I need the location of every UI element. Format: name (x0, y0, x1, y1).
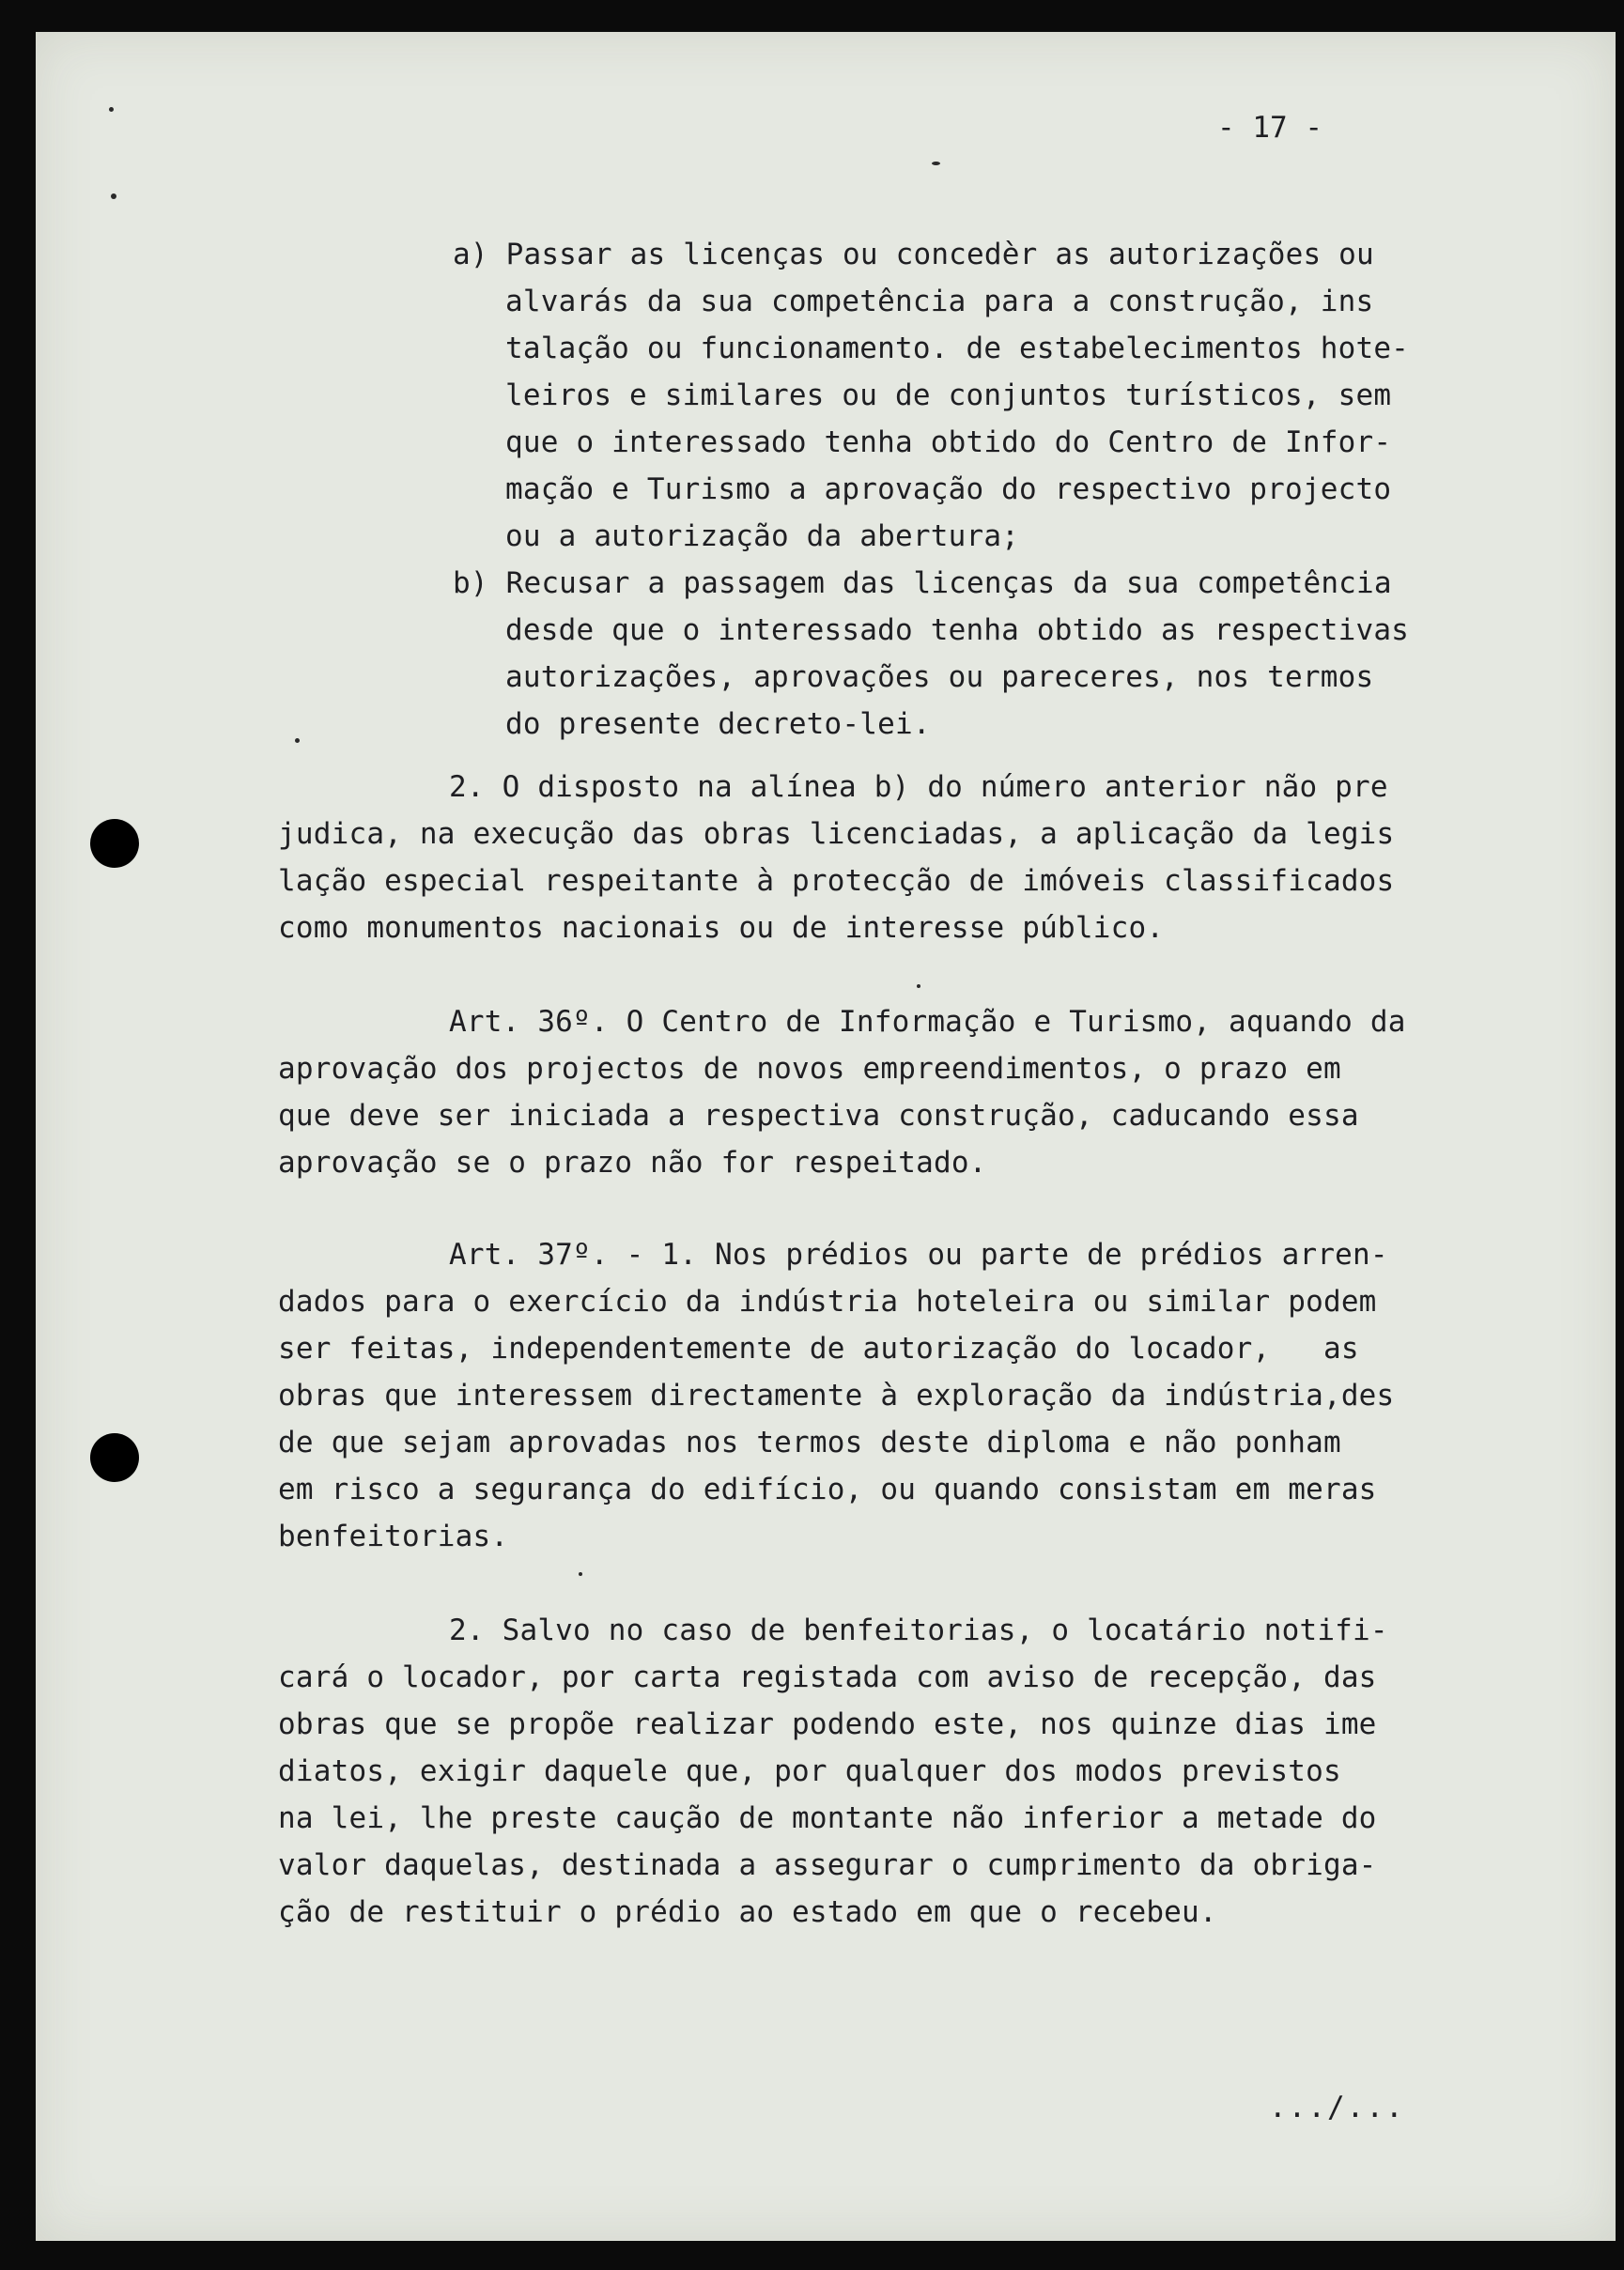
punch-hole-top (90, 819, 139, 868)
article-37-1-line-6: em risco a segurança do edifício, ou quando consistam em meras (278, 1473, 1377, 1506)
article-37-2-line-7: ção de restituir o prédio ao estado em que o recebeu. (278, 1895, 1217, 1929)
item-a-line-1: a) Passar as licenças ou concedèr as autorizações ou (453, 238, 1374, 271)
article-36-line-4: aprovação se o prazo não for respeitado. (278, 1146, 987, 1180)
item-a-line-6: mação e Turismo a aprovação do respectivo projecto (505, 472, 1392, 506)
article-36-line-1: Art. 36º. O Centro de Informação e Turismo, aquando da (449, 1005, 1406, 1039)
article-36-line-2: aprovação dos projectos de novos empreendimentos, o prazo em (278, 1052, 1341, 1086)
scan-speck (917, 984, 920, 988)
paragraph-2-line-2: judica, na execução das obras licenciadas, a aplicação da legis (278, 817, 1395, 851)
paragraph-2-line-1: 2. O disposto na alínea b) do número anterior não pre (449, 770, 1388, 804)
continuation-mark: .../... (1269, 2091, 1405, 2124)
item-a-line-2: alvarás da sua competência para a construção, ins (505, 285, 1374, 318)
scan-speck (109, 107, 114, 112)
article-37-2-line-6: valor daquelas, destinada a assegurar o cumprimento da obriga- (278, 1848, 1377, 1882)
article-37-1-line-3: ser feitas, independentemente de autorização do locador, as (278, 1332, 1359, 1366)
scan-speck (932, 162, 940, 165)
item-b-line-4: do presente decreto-lei. (505, 707, 931, 741)
scan-speck (295, 738, 300, 743)
scan-speck (579, 1572, 582, 1576)
item-a-line-3: talação ou funcionamento. de estabelecimentos hote- (505, 332, 1410, 365)
paragraph-2-line-4: como monumentos nacionais ou de interesse público. (278, 911, 1165, 945)
article-36-line-3: que deve ser iniciada a respectiva construção, caducando essa (278, 1099, 1359, 1133)
article-37-1-line-2: dados para o exercício da indústria hoteleira ou similar podem (278, 1285, 1377, 1319)
article-37-1-line-7: benfeitorias. (278, 1520, 509, 1553)
item-a-line-7: ou a autorização da abertura; (505, 519, 1020, 553)
paragraph-2-line-3: lação especial respeitante à protecção de imóveis classificados (278, 864, 1395, 898)
article-37-2-line-4: diatos, exigir daquele que, por qualquer dos modos previstos (278, 1754, 1341, 1788)
item-b-line-2: desde que o interessado tenha obtido as respectivas (505, 613, 1410, 647)
item-a-line-5: que o interessado tenha obtido do Centro de Infor- (505, 425, 1392, 459)
item-a-line-4: leiros e similares ou de conjuntos turísticos, sem (505, 378, 1392, 412)
article-37-1-line-5: de que sejam aprovadas nos termos deste diploma e não ponham (278, 1426, 1341, 1459)
item-b-line-3: autorizações, aprovações ou pareceres, nos termos (505, 660, 1374, 694)
article-37-1-line-1: Art. 37º. - 1. Nos prédios ou parte de prédios arren- (449, 1238, 1388, 1272)
article-37-2-line-2: cará o locador, por carta registada com aviso de recepção, das (278, 1660, 1377, 1694)
article-37-2-line-5: na lei, lhe preste caução de montante não inferior a metade do (278, 1801, 1377, 1835)
page-number: - 17 - (1217, 111, 1322, 145)
item-b-line-1: b) Recusar a passagem das licenças da sua competência (453, 566, 1392, 600)
scan-speck (111, 193, 116, 199)
article-37-1-line-4: obras que interessem directamente à exploração da indústria,des (278, 1379, 1395, 1413)
article-37-2-line-1: 2. Salvo no caso de benfeitorias, o locatário notifi- (449, 1614, 1388, 1647)
punch-hole-bottom (90, 1433, 139, 1482)
article-37-2-line-3: obras que se propõe realizar podendo este, nos quinze dias ime (278, 1707, 1377, 1741)
